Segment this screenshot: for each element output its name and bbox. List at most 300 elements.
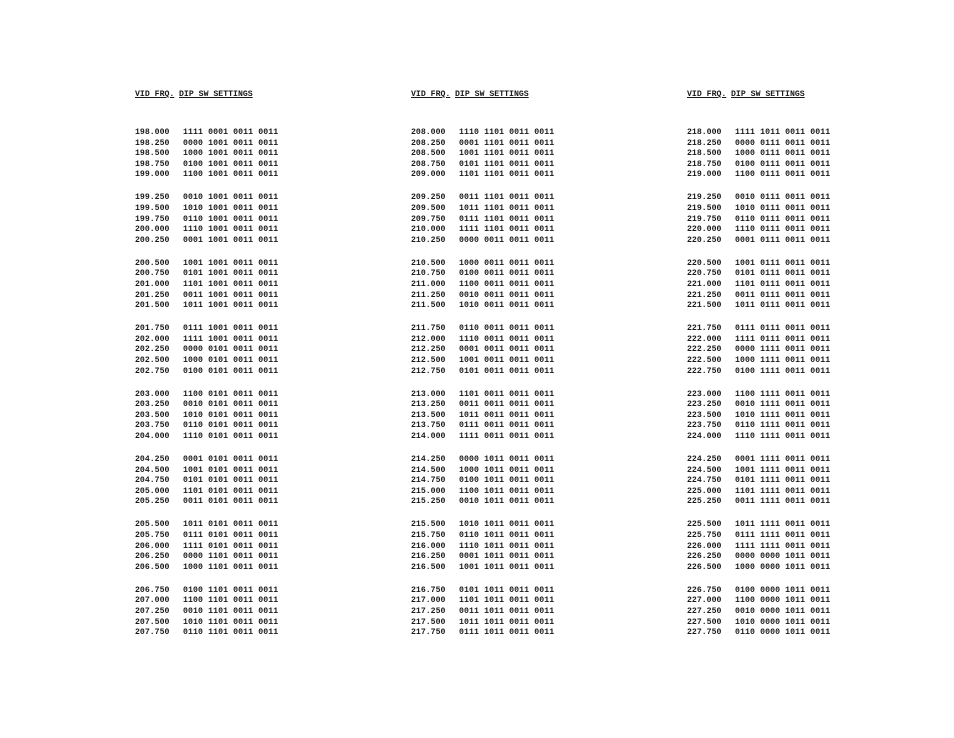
table-row: [687, 193, 877, 204]
vid-frequency: 219.000: [687, 170, 722, 180]
dip-switch-setting: 1101 1011 0011 0011: [459, 596, 555, 606]
vid-frequency: 226.750: [687, 585, 722, 595]
table-row: [411, 607, 601, 618]
vid-frequency: 218.250: [687, 138, 722, 148]
vid-frequency: 225.250: [687, 497, 722, 507]
vid-frequency: 221.000: [687, 279, 722, 289]
vid-frequency: 214.250: [411, 454, 446, 464]
vid-frequency: 216.000: [411, 541, 446, 551]
table-row: [687, 204, 877, 215]
vid-frequency: 213.000: [411, 389, 446, 399]
vid-frequency: 227.250: [687, 606, 722, 616]
dip-switch-setting: 1010 0111 0011 0011: [735, 203, 831, 213]
vid-frequency: 200.500: [135, 258, 170, 268]
dip-switch-setting: 0010 0101 0011 0011: [183, 400, 279, 410]
vid-frequency: 199.750: [135, 214, 170, 224]
row-group: [135, 390, 325, 455]
table-row: [135, 259, 325, 270]
table-row: [411, 236, 601, 247]
row-group: [687, 455, 877, 520]
dip-switch-setting: 0110 0011 0011 0011: [459, 324, 555, 334]
vid-frequency: 224.500: [687, 465, 722, 475]
dip-sw-settings-header: DIP SW SETTINGS: [179, 90, 253, 99]
dip-switch-setting: 1100 1111 0011 0011: [735, 389, 831, 399]
row-group: [687, 520, 877, 585]
dip-switch-setting: 1001 0011 0011 0011: [459, 355, 555, 365]
dip-switch-setting: 0101 0111 0011 0011: [735, 269, 831, 279]
dip-switch-setting: 1010 1011 0011 0011: [459, 520, 555, 530]
dip-switch-setting: 0111 1011 0011 0011: [459, 628, 555, 638]
dip-switch-setting: 0011 1011 0011 0011: [459, 606, 555, 616]
dip-switch-setting: 0110 1001 0011 0011: [183, 214, 279, 224]
table-row: [687, 552, 877, 563]
table-row: [411, 259, 601, 270]
table-row: [135, 301, 325, 312]
table-row: [687, 215, 877, 226]
table-row: [687, 149, 877, 160]
dip-switch-setting: 0100 0101 0011 0011: [183, 366, 279, 376]
row-groups: [687, 128, 877, 651]
dip-sw-settings-header: DIP SW SETTINGS: [731, 90, 805, 99]
dip-switch-setting: 1001 1001 0011 0011: [183, 258, 279, 268]
table-row: [687, 301, 877, 312]
table-row: [411, 356, 601, 367]
vid-frequency: 207.250: [135, 606, 170, 616]
dip-switch-setting: 0100 1101 0011 0011: [183, 585, 279, 595]
dip-switch-setting: 0011 0111 0011 0011: [735, 290, 831, 300]
vid-frequency: 219.500: [687, 203, 722, 213]
vid-frequency: 222.750: [687, 366, 722, 376]
vid-frequency: 223.000: [687, 389, 722, 399]
table-row: [687, 520, 877, 531]
table-column-2: [411, 88, 601, 651]
vid-frequency: 224.250: [687, 454, 722, 464]
table-row: [687, 607, 877, 618]
table-row: [411, 618, 601, 629]
table-row: [687, 476, 877, 487]
vid-frequency: 209.500: [411, 203, 446, 213]
dip-switch-setting: 0111 1111 0011 0011: [735, 530, 831, 540]
table-row: [411, 170, 601, 181]
vid-frequency: 205.000: [135, 486, 170, 496]
table-row: [687, 170, 877, 181]
vid-frequency: 220.750: [687, 269, 722, 279]
table-row: [135, 215, 325, 226]
dip-switch-setting: 1010 0000 1011 0011: [735, 617, 831, 627]
dip-switch-setting: 0110 0101 0011 0011: [183, 421, 279, 431]
dip-switch-setting: 1100 1001 0011 0011: [183, 170, 279, 180]
dip-switch-setting: 0011 1101 0011 0011: [459, 193, 555, 203]
table-row: [411, 269, 601, 280]
table-row: [135, 586, 325, 597]
row-groups: [411, 128, 601, 651]
vid-frequency: 219.750: [687, 214, 722, 224]
table-row: [411, 139, 601, 150]
dip-switch-setting: 0100 0111 0011 0011: [735, 159, 831, 169]
dip-switch-setting: 1100 0000 1011 0011: [735, 596, 831, 606]
table-row: [687, 390, 877, 401]
vid-frequency: 212.500: [411, 355, 446, 365]
table-row: [687, 269, 877, 280]
table-row: [411, 542, 601, 553]
vid-frequency: 216.750: [411, 585, 446, 595]
row-group: [687, 324, 877, 389]
vid-frequency: 208.500: [411, 149, 446, 159]
vid-frequency: 203.500: [135, 410, 170, 420]
dip-switch-setting: 1011 1001 0011 0011: [183, 301, 279, 311]
table-row: [135, 269, 325, 280]
table-row: [687, 628, 877, 639]
table-row: [687, 531, 877, 542]
vid-frequency: 226.000: [687, 541, 722, 551]
vid-frequency: 201.250: [135, 290, 170, 300]
vid-frequency: 206.500: [135, 562, 170, 572]
table-row: [411, 552, 601, 563]
table-row: [687, 487, 877, 498]
table-row: [687, 466, 877, 477]
dip-switch-setting: 1111 1011 0011 0011: [735, 128, 831, 137]
table-row: [411, 160, 601, 171]
vid-frequency: 216.250: [411, 552, 446, 562]
vid-frequency: 209.250: [411, 193, 446, 203]
dip-switch-setting: 0000 1001 0011 0011: [183, 138, 279, 148]
dip-switch-setting: 0000 1111 0011 0011: [735, 345, 831, 355]
dip-switch-setting: 0110 1111 0011 0011: [735, 421, 831, 431]
dip-switch-setting: 1011 1011 0011 0011: [459, 617, 555, 627]
dip-switch-setting: 0101 1011 0011 0011: [459, 585, 555, 595]
table-row: [411, 204, 601, 215]
table-row: [135, 170, 325, 181]
dip-switch-setting: 0110 1101 0011 0011: [183, 628, 279, 638]
dip-switch-setting: 0110 1011 0011 0011: [459, 530, 555, 540]
vid-frequency: 226.250: [687, 552, 722, 562]
dip-switch-setting: 1111 0111 0011 0011: [735, 334, 831, 344]
table-row: [411, 193, 601, 204]
vid-frequency: 223.500: [687, 410, 722, 420]
table-row: [135, 520, 325, 531]
vid-frequency: 217.500: [411, 617, 446, 627]
vid-frequency: 203.250: [135, 400, 170, 410]
dip-switch-setting: 0000 0000 1011 0011: [735, 552, 831, 562]
row-group: [411, 128, 601, 193]
vid-frq-header: VID FRQ.: [411, 90, 451, 99]
vid-frequency: 212.000: [411, 334, 446, 344]
dip-switch-setting: 1000 0111 0011 0011: [735, 149, 831, 159]
dip-switch-setting: 0011 1111 0011 0011: [735, 497, 831, 507]
table-row: [411, 628, 601, 639]
vid-frequency: 221.750: [687, 324, 722, 334]
table-row: [135, 497, 325, 508]
dip-switch-setting: 0011 0101 0011 0011: [183, 497, 279, 507]
table-row: [135, 225, 325, 236]
vid-frequency: 222.250: [687, 345, 722, 355]
table-row: [687, 291, 877, 302]
table-row: [411, 335, 601, 346]
vid-frequency: 204.750: [135, 476, 170, 486]
dip-switch-setting: 0000 0011 0011 0011: [459, 235, 555, 245]
dip-switch-setting: 0101 1001 0011 0011: [183, 269, 279, 279]
vid-frequency: 198.250: [135, 138, 170, 148]
dip-switch-setting: 0100 0000 1011 0011: [735, 585, 831, 595]
vid-frq-header: VID FRQ.: [135, 90, 175, 99]
table-row: [687, 618, 877, 629]
vid-frequency: 206.250: [135, 552, 170, 562]
table-row: [135, 236, 325, 247]
table-row: [687, 324, 877, 335]
row-group: [135, 455, 325, 520]
dip-switch-setting: 1101 1111 0011 0011: [735, 486, 831, 496]
table-row: [135, 139, 325, 150]
table-row: [687, 356, 877, 367]
dip-switch-setting: 1101 1101 0011 0011: [459, 170, 555, 180]
table-row: [687, 367, 877, 378]
table-row: [135, 390, 325, 401]
dip-switch-setting: 0111 0101 0011 0011: [183, 530, 279, 540]
table-row: [135, 596, 325, 607]
table-row: [135, 280, 325, 291]
vid-frequency: 220.250: [687, 235, 722, 245]
dip-switch-setting: 0010 0111 0011 0011: [735, 193, 831, 203]
vid-frequency: 205.250: [135, 497, 170, 507]
vid-frequency: 215.750: [411, 530, 446, 540]
dip-switch-setting: 1010 0101 0011 0011: [183, 410, 279, 420]
dip-switch-setting: 0000 0101 0011 0011: [183, 345, 279, 355]
vid-frequency: 226.500: [687, 562, 722, 572]
table-row: [411, 497, 601, 508]
table-row: [687, 400, 877, 411]
table-row: [135, 542, 325, 553]
row-group: [411, 520, 601, 585]
table-row: [135, 149, 325, 160]
table-row: [135, 335, 325, 346]
table-column-1: [135, 88, 325, 651]
table-row: [687, 497, 877, 508]
vid-frequency: 214.500: [411, 465, 446, 475]
dip-switch-setting: 0010 1011 0011 0011: [459, 497, 555, 507]
table-row: [411, 432, 601, 443]
dip-switch-setting: 0010 0000 1011 0011: [735, 606, 831, 616]
dip-switch-setting: 0010 0011 0011 0011: [459, 290, 555, 300]
vid-frequency: 202.000: [135, 334, 170, 344]
table-row: [135, 128, 325, 139]
table-row: [135, 193, 325, 204]
dip-switch-setting: 0100 1001 0011 0011: [183, 159, 279, 169]
table-row: [411, 563, 601, 574]
table-row: [411, 487, 601, 498]
table-row: [687, 335, 877, 346]
dip-switch-setting: 1101 0111 0011 0011: [735, 279, 831, 289]
dip-switch-setting: 1101 1001 0011 0011: [183, 279, 279, 289]
table-row: [687, 236, 877, 247]
vid-frequency: 220.500: [687, 258, 722, 268]
dip-switch-setting: 0100 0011 0011 0011: [459, 269, 555, 279]
vid-frequency: 198.750: [135, 159, 170, 169]
row-group: [411, 390, 601, 455]
dip-switch-setting: 1111 1101 0011 0011: [459, 225, 555, 235]
row-group: [135, 128, 325, 193]
table-row: [411, 128, 601, 139]
vid-frequency: 223.250: [687, 400, 722, 410]
vid-frequency: 221.250: [687, 290, 722, 300]
table-row: [687, 280, 877, 291]
dip-switch-setting: 1001 0111 0011 0011: [735, 258, 831, 268]
vid-frequency: 211.000: [411, 279, 446, 289]
dip-switch-setting: 0001 1001 0011 0011: [183, 235, 279, 245]
vid-frequency: 217.250: [411, 606, 446, 616]
vid-frequency: 202.500: [135, 355, 170, 365]
vid-frequency: 223.750: [687, 421, 722, 431]
dip-switch-setting: 1111 1111 0011 0011: [735, 541, 831, 551]
dip-switch-setting: 1011 0111 0011 0011: [735, 301, 831, 311]
dip-switch-setting: 0101 0011 0011 0011: [459, 366, 555, 376]
table-row: [687, 586, 877, 597]
row-group: [135, 259, 325, 324]
vid-frequency: 215.000: [411, 486, 446, 496]
vid-frequency: 210.250: [411, 235, 446, 245]
vid-frequency: 218.500: [687, 149, 722, 159]
column-header: [411, 88, 601, 102]
table-row: [135, 466, 325, 477]
vid-frequency: 200.250: [135, 235, 170, 245]
vid-frequency: 227.500: [687, 617, 722, 627]
table-row: [411, 291, 601, 302]
table-row: [687, 411, 877, 422]
table-row: [135, 563, 325, 574]
dip-switch-setting: 1110 1011 0011 0011: [459, 541, 555, 551]
dip-switch-setting: 1110 1111 0011 0011: [735, 431, 831, 441]
dip-switch-setting: 1010 1111 0011 0011: [735, 410, 831, 420]
table-row: [687, 259, 877, 270]
row-group: [687, 390, 877, 455]
table-row: [135, 552, 325, 563]
table-row: [135, 607, 325, 618]
table-row: [135, 455, 325, 466]
vid-frequency: 201.500: [135, 301, 170, 311]
vid-frequency: 208.250: [411, 138, 446, 148]
dip-switch-setting: 1100 0111 0011 0011: [735, 170, 831, 180]
table-row: [135, 204, 325, 215]
dip-switch-setting: 1011 1111 0011 0011: [735, 520, 831, 530]
dip-switch-setting: 1010 1101 0011 0011: [183, 617, 279, 627]
row-group: [411, 324, 601, 389]
vid-frequency: 219.250: [687, 193, 722, 203]
dip-switch-setting: 0011 0011 0011 0011: [459, 400, 555, 410]
table-row: [687, 139, 877, 150]
table-row: [411, 301, 601, 312]
row-group: [135, 193, 325, 258]
vid-frequency: 225.000: [687, 486, 722, 496]
dip-switch-setting: 0111 1001 0011 0011: [183, 324, 279, 334]
dip-switch-setting: 1001 1101 0011 0011: [459, 149, 555, 159]
dip-switch-setting: 0110 0000 1011 0011: [735, 628, 831, 638]
table-row: [411, 345, 601, 356]
table-row: [411, 596, 601, 607]
dip-switch-setting: 1000 0101 0011 0011: [183, 355, 279, 365]
dip-switch-setting: 0111 1101 0011 0011: [459, 214, 555, 224]
vid-frequency: 200.000: [135, 225, 170, 235]
dip-switch-setting: 0111 0111 0011 0011: [735, 324, 831, 334]
table-row: [687, 563, 877, 574]
dip-switch-setting: 1111 1001 0011 0011: [183, 334, 279, 344]
vid-frequency: 201.750: [135, 324, 170, 334]
table-row: [411, 421, 601, 432]
table-row: [135, 421, 325, 432]
vid-frequency: 215.250: [411, 497, 446, 507]
row-group: [135, 520, 325, 585]
dip-switch-setting: 0001 0101 0011 0011: [183, 454, 279, 464]
vid-frequency: 222.000: [687, 334, 722, 344]
table-row: [135, 324, 325, 335]
vid-frequency: 224.000: [687, 431, 722, 441]
dip-switch-setting: 1111 0011 0011 0011: [459, 431, 555, 441]
dip-switch-setting: 1100 1101 0011 0011: [183, 596, 279, 606]
table-row: [411, 411, 601, 422]
table-row: [135, 291, 325, 302]
vid-frequency: 217.000: [411, 596, 446, 606]
dip-switch-setting: 0000 0111 0011 0011: [735, 138, 831, 148]
table-row: [135, 356, 325, 367]
table-row: [135, 400, 325, 411]
table-row: [135, 345, 325, 356]
table-row: [411, 455, 601, 466]
vid-frequency: 224.750: [687, 476, 722, 486]
vid-frequency: 199.500: [135, 203, 170, 213]
row-group: [687, 586, 877, 651]
dip-switch-setting: 0101 1111 0011 0011: [735, 476, 831, 486]
dip-switch-setting: 1111 0101 0011 0011: [183, 541, 279, 551]
vid-frequency: 213.750: [411, 421, 446, 431]
vid-frequency: 216.500: [411, 562, 446, 572]
vid-frequency: 199.250: [135, 193, 170, 203]
vid-frequency: 222.500: [687, 355, 722, 365]
dip-switch-setting: 0010 1101 0011 0011: [183, 606, 279, 616]
dip-switch-setting: 0001 1111 0011 0011: [735, 454, 831, 464]
table-row: [135, 531, 325, 542]
dip-switch-setting: 0100 1011 0011 0011: [459, 476, 555, 486]
table-row: [411, 586, 601, 597]
table-row: [411, 225, 601, 236]
vid-frequency: 225.500: [687, 520, 722, 530]
vid-frequency: 207.750: [135, 628, 170, 638]
dip-sw-settings-header: DIP SW SETTINGS: [455, 90, 529, 99]
table-row: [411, 400, 601, 411]
vid-frequency: 212.250: [411, 345, 446, 355]
vid-frequency: 207.000: [135, 596, 170, 606]
table-row: [687, 542, 877, 553]
column-header: [135, 88, 325, 102]
table-row: [687, 421, 877, 432]
row-group: [411, 455, 601, 520]
vid-frequency: 225.750: [687, 530, 722, 540]
vid-frequency: 210.500: [411, 258, 446, 268]
dip-switch-setting: 1110 1101 0011 0011: [459, 128, 555, 137]
column-header: [687, 88, 877, 102]
vid-frequency: 207.500: [135, 617, 170, 627]
table-row: [411, 324, 601, 335]
table-row: [411, 531, 601, 542]
table-row: [411, 280, 601, 291]
table-row: [687, 128, 877, 139]
dip-switch-setting: 0001 1011 0011 0011: [459, 552, 555, 562]
dip-switch-setting: 0101 1101 0011 0011: [459, 159, 555, 169]
dip-switch-setting: 1000 1111 0011 0011: [735, 355, 831, 365]
dip-switch-setting: 1100 0011 0011 0011: [459, 279, 555, 289]
table-row: [687, 455, 877, 466]
vid-frequency: 214.000: [411, 431, 446, 441]
dip-switch-setting: 1011 1101 0011 0011: [459, 203, 555, 213]
dip-switch-setting: 0001 0111 0011 0011: [735, 235, 831, 245]
vid-frequency: 213.250: [411, 400, 446, 410]
